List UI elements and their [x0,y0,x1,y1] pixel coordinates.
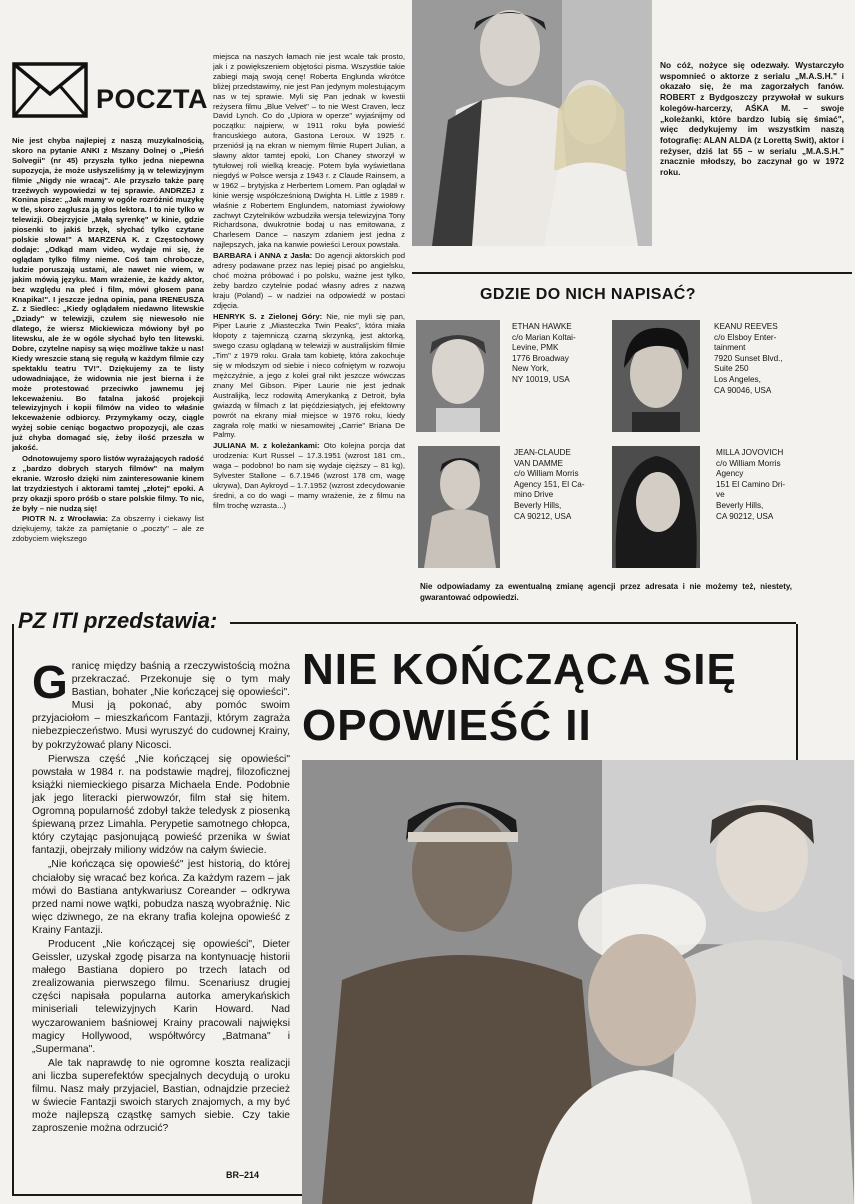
letters-column-2 [213,52,405,614]
page-code: BR–214 [226,1170,260,1180]
article-paragraph: „Nie kończąca się opowieść" jest historią, do której chciałoby się wracać bez końca. Za każdym razem – jak mówi do Bastiana antykwariusz Coreander – odkrywa przed nami nowe wątki, pobudza naszą wyobraźnię. Nic więc dziwnego, ze na ekrany trafia kolejna opowieść z Krainy Fantazji. [32,859,290,936]
article-paragraph: Ale tak naprawdę to nie ogromne koszta realizacji ani liczba superefektów specjalnych decydują o uroku filmu. Nasz mały przyjaciel, Bastian, odnajdzie przecież w świecie Fantazji swoich starych znajomych, a my być może najlepszą cząstkę samych siebie. Czy takie zaproszenie można odrzucić? [32,1057,290,1135]
photo-ethan-hawke [416,320,500,432]
article-paragraph: ranicę między baśnią a rzeczywistością można przekraczać. Przekonuje się o tym mały Bastian, bohater „Nie kończącej się opowieści". Musi ją pokonać, aby pomóc swoim przyjaciołom – mieszkańcom Fantazji, którym zagraża niebezpieczeństwo. Musi wyruszyć do cudownej Krainy, by pokrzyżować plany Nicosci. [32,661,290,751]
photo-milla-jovovich [612,446,700,568]
envelope-icon [12,62,88,118]
article-kicker: PZ ITI przedstawia: [18,608,218,633]
article-paragraph: Pierwsza część „Nie kończącej się opowieści" powstała w 1984 r. na podstawie mądrej, filozoficznej książki niemieckiego pisarza Michaela Ende. Podobnie jak jego literacki pierwowzór, film stał się hitem. Ogromną popularność zdobył także teledysk z piosenką śpiewaną przez Limahla. Perypetie samotnego chłopca, który czytając pasjonującą powieść przenika w świat fantazji, obejrzały miliony widzów na całym świecie. [32,753,290,857]
letter-paragraph: Odnotowujemy sporo listów wyrażających radość z „bardzo dobrych starych filmów" na małym ekranie. Wzrosło dzięki nim zainteresowanie kinem lat trzydziestych i aktorami tamtej „złotej" epoki. A przy okazji sporo próśb o stare polskie filmy. To nic, że były – nie nudzą się! [12,454,204,513]
photo-keanu-reeves [612,320,700,432]
article-title-line-1: NIE KOŃCZĄCA SIĘ [302,645,737,694]
address-milla-jovovich: MILLA JOVOVICH c/o William Morris Agency 151 El Camino Dri- ve Beverly Hills, CA 90212, USA [716,448,786,521]
letter-paragraph: BARBARA i ANNA z Jasła: Do agencji aktorskich pod adresy podawane przez nas lepiej pisać po angielsku, choć można próbować i po polsku, ważne jest tylko, żeby bardzo czytelnie podać własny adres z nazwą kraju (Poland) – w nadziei na odpowiedź w postaci zdjęcia. [213,251,405,310]
article-dropcap: G [32,660,68,708]
photo-van-damme [418,446,500,568]
letter-paragraph: Nie jest chyba najlepiej z naszą muzykalnością, skoro na pytanie ANKI z Mszany Dolnej o „Pieśń Solvegii" (nr 45) przyszła tylko jedna niepewna supozycja, że może usłyszeliśmy ją w telewizyjnym filmie „Nigdy nie wracaj". Ale przyszło także parę trzeźwych wypowiedzi w tej sprawie. ANDRZEJ z Konina pisze: „Jak mamy w ogóle rozróżnić muzykę w tle, skoro zagłusza ją głos lektora. I to nie tylko w telewizji. Obejrzyjcie „Małą syrenkę" w kinie, gdzie piosenki to jakiś brzęk, słychać tylko czytane polskie słowa!" A MARZENA K. z Częstochowy dodaje: „Odkąd mam video, wydaje mi się, że oglądam tylko filmy nieme. Coś tam chrobocze, ludzie poruszają ustami, ale nawet nie wiem, w jakim mówią języku. Mam wrażenie, że każdy aktor, bez względu na płeć i film, mówi głosem pana Knapika!". I jeszcze jedna opinia, pana IRENEUSZA Z. z Siedlec: „Kiedy oglądałem niedawno litewskie „Dziady" w telewizji, czułem się niewesoło nie dlatego, że wiersz Mickiewicza mówiony był po litewsku, ale że w ogóle słychać było ten litewski. Dobre, czytelne napisy są więc możliwe także u nas! Kiedy wreszcie staną się regułą w każdym filmie czy spektaklu teatru TV!". Dziękujemy za te listy udowadniające, że widownia nie jest bierna i że może protestować przeciwko jawnemu jej lekceważeniu. Bo fatalna jakość projekcji telewizyjnych i kopii filmów na video to właśnie lekceważenie odbiorcy. Przymykamy oczy, ciągle wyżej sobie ceniąc bogactwo propozycji, ale czas już chyba domagać się, żeby ilość przeszła w jakość. [12,136,204,453]
address-keanu-reeves: KEANU REEVES c/o Elsboy Enter- tainment 7920 Sunset Blvd., Suite 250 Los Angeles, CA 90046, USA [714,322,783,395]
letter-paragraph: PIOTR N. z Wrocławia: Za obszerny i ciekawy list dziękujemy, także za pamiętanie o „poczty" – ale ze zdobyciem większego [12,514,204,544]
addresses-title: GDZIE DO NICH NAPISAĆ? [480,286,696,303]
photo-film-still [302,760,854,1204]
article-title-block [296,636,796,760]
photo-alan-alda [412,0,652,246]
article-title-line-2: OPOWIEŚĆ II [302,701,592,750]
section-title: POCZTA [96,84,208,114]
photo-caption: No cóż, nożyce się odezwały. Wystarczyło wspomnieć o aktorze z serialu „M.A.S.H." i okazało się, że ma zagorzałych fanów. ROBERT z Bydgoszczy przywołał w sukurs kolegów-harcerzy, AŚKA M. – swoje „koleżanki, które bardzo lubią się śmiać", więc dedykujemy im wszystkim naszą fotografię: ALAN ALDA (z Lorettą Swit), aktor i reżyser, dziś lat 55 – w serialu „M.A.S.H." znacznie młodszy, bo zaczynał go w 1972 roku. [660,60,844,178]
letter-paragraph: miejsca na naszych łamach nie jest wcale tak prosto, jak i z powiększeniem objętości pisma. Wszystkie takie zabiegi mają swoją cenę! Roberta Englunda wkrótce bliżej przedstawimy, nie jest Pan jedynym molestującym nas w tej sprawie. Myli się Pan jednak w kwestii reżysera filmu „Blue Velvet" – to nie West Craven, lecz David Lynch. Co do „Upiora w operze" wyjaśnijmy od początku: najpierw, w 1911 roku była powieść francuskiego autora, Gastona Leroux. W 1925 r. przeniósł ją na ekran w niemym filmie Rupert Julian, a sławny aktor tamtej epoki, Lon Chaney stworzył w tytułowej roli wielką kreację. Potem była wyświetlana niegdyś w Polsce wersja z 1943 r. z Claude Rainsem, a w 1962 – brytyjska z Herbertem Lomem. Pan oglądał w kinie wersję współcześnioną Dwighta H. Little z 1989 r. właśnie z Robertem Englundem, natomiast żywiołowy zachwyt Czytelników wzbudziła wersja telewizyjna Tony Richardsona, dwukrotnie bodaj u nas emitowana, z Charlesem Dance – naszym zdaniem jest jedna z najlepszych, jaka na kanwie powieści Leroux powstała. [213,52,405,250]
address-ethan-hawke: ETHAN HAWKE c/o Marian Koltai- Levine, PMK 1776 Broadway New York, NY 10019, USA [512,322,576,384]
letters-column-1 [12,136,204,592]
article-body [32,660,290,1164]
letter-paragraph: HENRYK S. z Zielonej Góry: Nie, nie myli się pan, Piper Laurie z „Miasteczka Twin Peaks", która miała kłopoty z tajemniczą czarną skrzynką, jest aktorką, swego czasu oglądaną w telewizji w australijskim filmie „Tim" z 1979 roku. Grała tam kobietę, która zakochuje się w młodszym od siebie i nieco cofniętym w rozwoju mężczyźnie, a jego z kolei grał nikt jeszcze wówczas znany Mel Gibson. Piper Laurie nie jest jednak Australijką, lecz rodowitą Amerykanką z Detroit, była gwiazdą w filmach z lat pięćdziesiątych, jej efektowny powrót na ekrany miał miejsce w 1976 roku, kiedy zagrała rolę matki w niesamowitej „Carrie" Briana De Palmy. [213,311,405,440]
article-paragraph: Producent „Nie kończącej się opowieści", Dieter Geissler, uzyskał zgodę pisarza na kontynuację historii małego Bastiana dopiero po trzech latach od zrealizowania pierwszego filmu. Scenariusz drugiej części napisała popularna autorka amerykańskich miniseriali telewizyjnych Karin Howard. Nad wyczarowaniem baśniowej Krainy pracowali najwięksi magicy Hollywood, współtwórcy „Batmana" i „Supermana". [32,938,290,1055]
divider [412,272,852,274]
letter-paragraph: JULIANA M. z koleżankami: Oto kolejna porcja dat urodzenia: Kurt Russel – 17.3.1951 (wzrost 181 cm., waga – podobno! bo nam się wydaje cięższy – 81 kg), Sylvester Stallone – 6.7.1946 (wzrost 178 cm, wagę ukrywa), Dan Aykroyd – 1.7.1952 (wzrost zdecydowanie średni, a co do wagi – mamy wrażenie, że z filmu na film trochę wzrasta...) [213,441,405,510]
address-van-damme: JEAN-CLAUDE VAN DAMME c/o William Morris Agency 151, El Ca- mino Drive Beverly Hills, CA 90212, USA [514,448,585,521]
addresses-disclaimer: Nie odpowiadamy za ewentualną zmianę agencji przez adresata i nie możemy też, niestety, gwarantować odpowiedzi. [420,582,792,602]
